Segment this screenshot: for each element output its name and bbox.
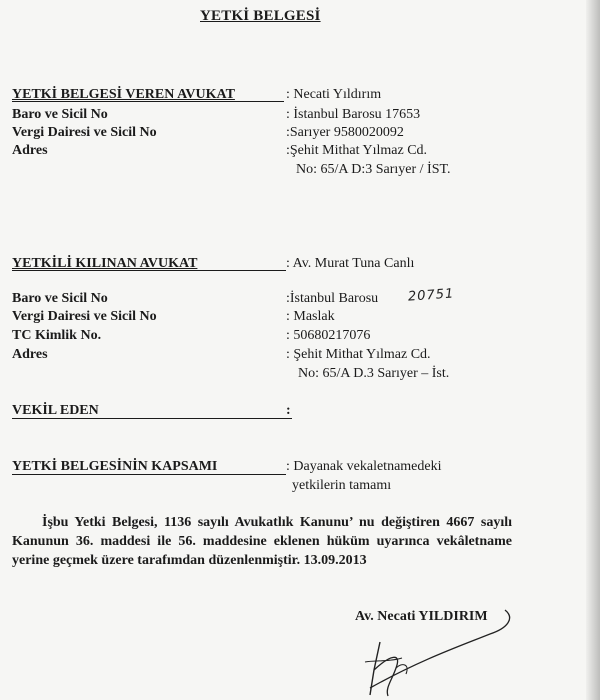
authorized-tax-value: : Maslak — [286, 309, 335, 324]
issuer-bar-value: : İstanbul Barosu 17653 — [286, 107, 421, 122]
issuer-address-value: :Şehit Mithat Yılmaz Cd. — [286, 143, 428, 158]
scope-heading: YETKİ BELGESİNİN KAPSAMI — [12, 459, 218, 474]
principal-underline — [12, 418, 292, 419]
authorized-address-label: Adres — [12, 347, 48, 362]
issuer-tax-value: :Sarıyer 9580020092 — [286, 125, 404, 140]
authorized-tc-label: TC Kimlik No. — [12, 328, 102, 343]
issuer-tax-label: Vergi Dairesi ve Sicil No — [12, 125, 157, 140]
scope-underline — [12, 474, 286, 475]
issuer-heading: YETKİ BELGESİ VEREN AVUKAT — [12, 87, 235, 102]
statement-text: İşbu Yetki Belgesi, 1136 sayılı Avukatlık Kanunu’ nu değiştiren 4667 sayılı Kanunun 36. maddesi ile 56. maddesine eklenen hüküm uyarınca vekâletname yerine geçmek üzere tarafımdan düzenlenmiştir. 13.09.2013 — [12, 515, 512, 568]
authorized-tc-value: : 50680217076 — [286, 328, 371, 343]
scope-value-line2: yetkilerin tamamı — [292, 478, 392, 493]
statement-paragraph — [12, 513, 512, 570]
authorized-bar-label: Baro ve Sicil No — [12, 291, 108, 306]
issuer-address-line2: No: 65/A D:3 Sarıyer / İST. — [296, 162, 451, 177]
issuer-name: : Necati Yıldırım — [286, 87, 382, 102]
authorized-name: : Av. Murat Tuna Canlı — [286, 256, 415, 271]
issuer-heading-underline — [12, 101, 284, 102]
principal-value: : — [286, 403, 291, 418]
authorized-heading-underline — [12, 270, 286, 271]
issuer-bar-label: Baro ve Sicil No — [12, 107, 108, 122]
authorized-heading: YETKİLİ KILINAN AVUKAT — [12, 256, 198, 271]
signer-name: Av. Necati YILDIRIM — [355, 609, 488, 624]
authorized-address-value: : Şehit Mithat Yılmaz Cd. — [286, 347, 431, 362]
issuer-address-label: Adres — [12, 143, 48, 158]
principal-heading: VEKİL EDEN — [12, 403, 99, 418]
scan-edge-shadow — [586, 0, 600, 700]
handwritten-signature — [330, 600, 530, 700]
authorized-tax-label: Vergi Dairesi ve Sicil No — [12, 309, 157, 324]
authorized-bar-value: :İstanbul Barosu — [286, 291, 379, 306]
scope-value-line1: : Dayanak vekaletnamedeki — [286, 459, 442, 474]
document-title: YETKİ BELGESİ — [200, 8, 321, 24]
authorized-address-line2: No: 65/A D.3 Sarıyer – İst. — [298, 366, 450, 381]
handwritten-sicil-number: 20751 — [407, 286, 455, 305]
